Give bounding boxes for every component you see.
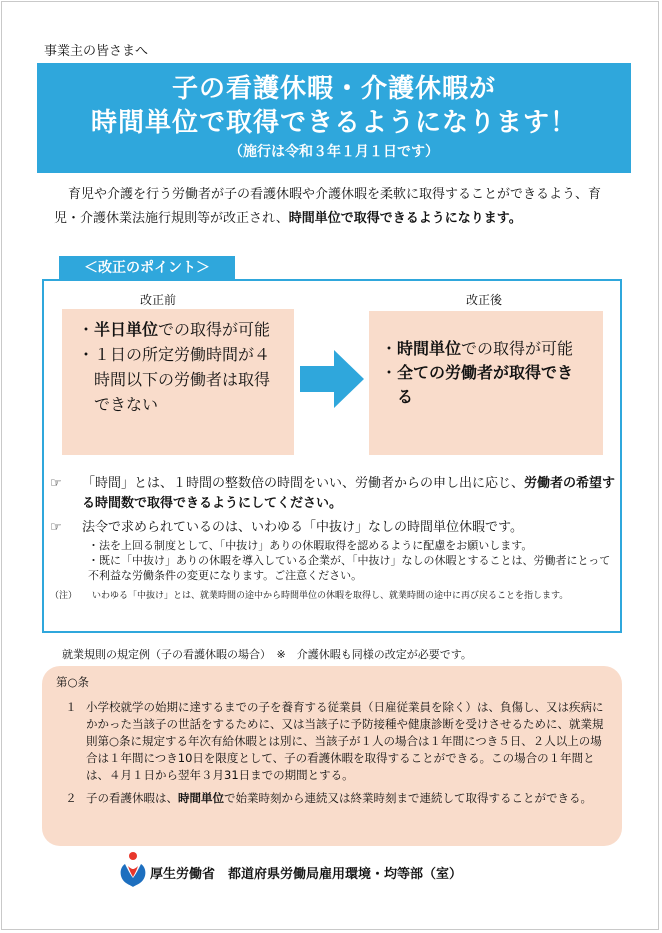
before-box <box>62 309 294 455</box>
addressee: 事業主の皆さまへ <box>44 44 149 59</box>
subnote: ・法を上回る制度として、「中抜け」ありの休暇取得を認めるように配慮をお願いします。 <box>88 539 533 552</box>
intro-emphasis: 時間単位で取得できるようになります。 <box>288 211 522 226</box>
intro-text: 育児や介護を行う労働者が子の看護休暇や介護休暇を柔軟に取得することができるよう、育児・介護休業法施行規則等が改正され、 <box>54 187 602 226</box>
footer-issuer: 厚生労働省 都道府県労働局雇用環境・均等部（室） <box>150 867 463 882</box>
footnote: （注） いわゆる「中抜け」とは、就業時間の途中から時間単位の休暇を取得し、就業時間の途中に再び戻ることを指します。 <box>50 591 569 601</box>
rule-paragraph: ２ 子の看護休暇は、時間単位で始業時刻から連続又は終業時刻まで連続して取得することができる。 <box>65 791 592 805</box>
after-label: 改正後 <box>466 293 503 307</box>
note-time-definition: ☞ 「時間」とは、１時間の整数倍の時間をいい、労働者からの申し出に応じ、労働者の希望する時間数で取得できるようにしてください。 <box>50 474 620 514</box>
pointing-hand-icon: ☞ <box>50 520 62 535</box>
before-item: ・ １日の所定労働時間が４時間以下の労働者は取得できない <box>78 345 271 414</box>
rule-example-box <box>42 666 622 846</box>
rule-example-title: 就業規則の規定例（子の看護休暇の場合） ※ 介護休暇も同様の改定が必要です。 <box>62 648 472 661</box>
after-item: ・ 時間単位での取得が可能 <box>381 339 574 358</box>
points-label: ＜改正のポイント＞ <box>59 256 235 280</box>
mhlw-logo <box>116 850 150 888</box>
after-item: ・ 全ての労働者が取得できる <box>381 363 574 406</box>
right-arrow-icon <box>300 350 364 408</box>
title-banner <box>37 63 631 173</box>
after-box <box>369 311 603 455</box>
rule-paragraph: １ 小学校就学の始期に達するまでの子を養育する従業員（日雇従業員を除く）は、負傷し、又は疾病にかかった当該子の世話をするために、又は当該子に予防接種や健康診断を受けさせるために、就業規則第○条に規定する年次有給休暇とは別に、当該子が１人の場合は１年間につき５日、２人以上の場合は１年間につき10日を限度として、子の看護休暇を取得することができる。この場合の１年間とは、４月１日から翌年３月31日までの期間とする。 <box>65 700 604 782</box>
banner-title-line1: 子の看護休暇・介護休暇が <box>171 74 496 104</box>
article-heading: 第○条 <box>56 675 90 689</box>
banner-title-line2: 時間単位で取得できるようになります！ <box>90 108 577 138</box>
before-label: 改正前 <box>140 293 177 307</box>
pointing-hand-icon: ☞ <box>50 476 62 491</box>
subnote: ・既に「中抜け」ありの休暇を導入している企業が、「中抜け」なしの休暇とすることは、労働者にとって不利益な労働条件の変更になります。ご注意ください。 <box>88 554 611 582</box>
before-item: ・ 半日単位での取得が可能 <box>78 320 271 339</box>
intro-paragraph <box>54 183 624 231</box>
banner-effective-date: （施行は令和３年１月１日です） <box>229 144 439 160</box>
note-nakanuke: ☞ 法令で求められているのは、いわゆる「中抜け」なしの時間単位休暇です。 <box>50 518 620 538</box>
notes <box>50 474 620 603</box>
